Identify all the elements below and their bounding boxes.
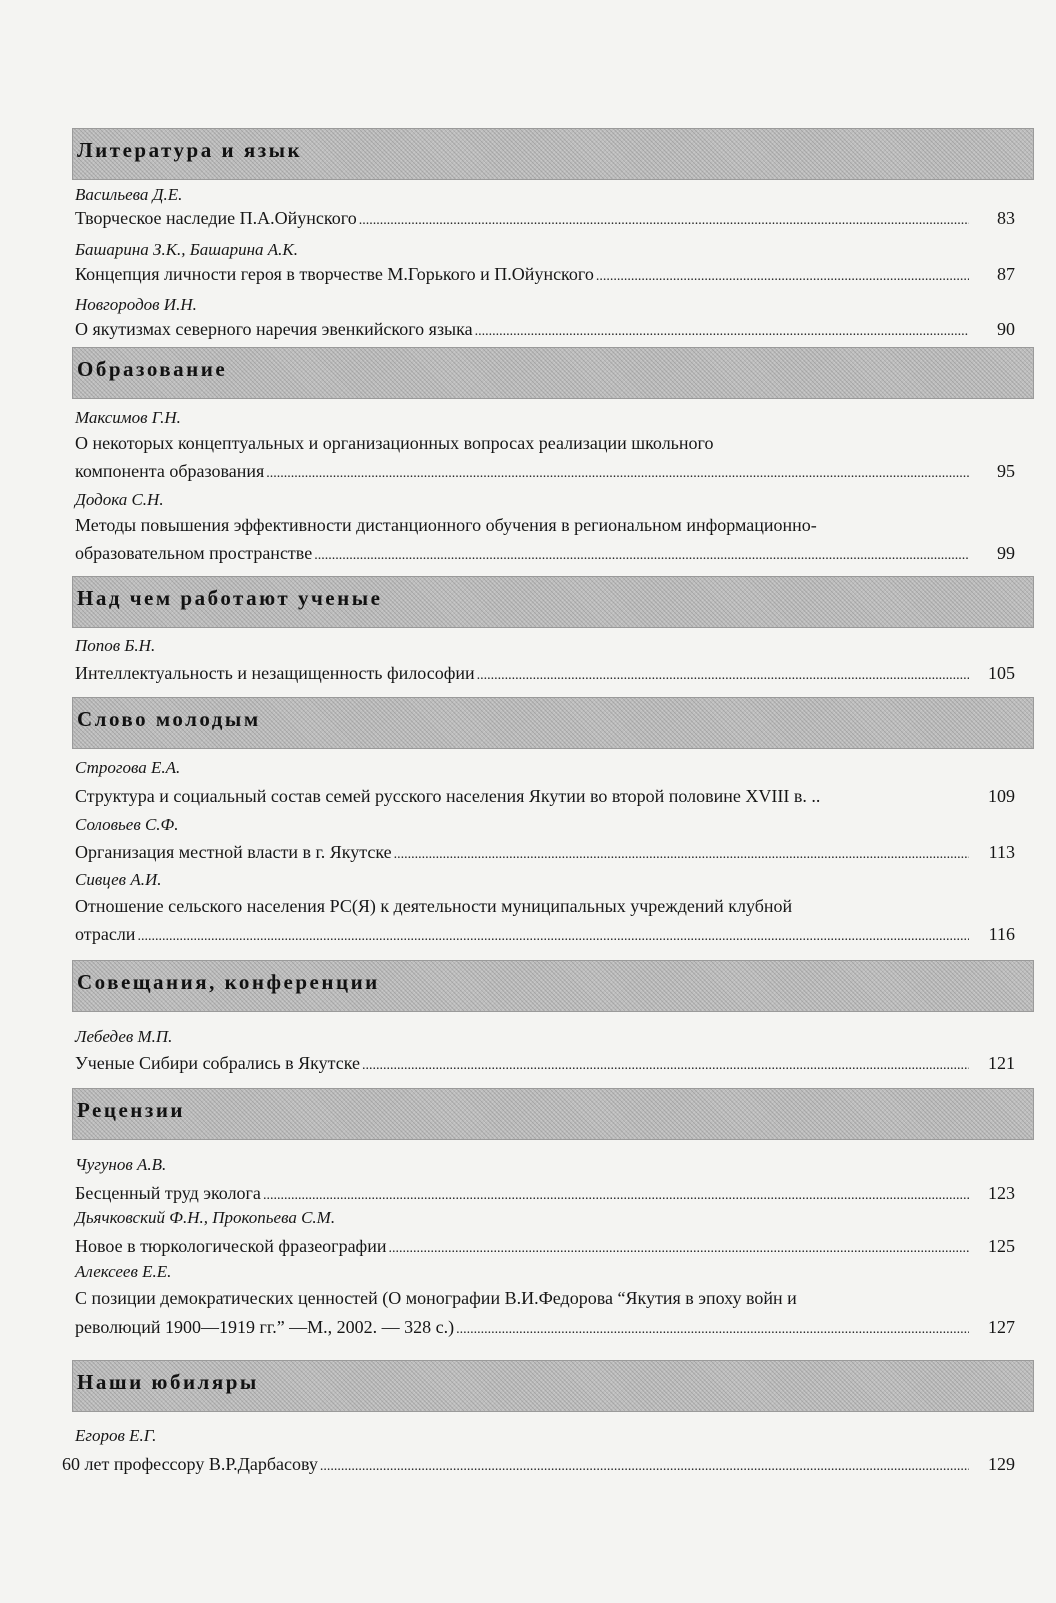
toc-entry (75, 1316, 1015, 1341)
page-number: 87 (997, 264, 1015, 284)
entry-title: Структура и социальный состав семей русского населения Якутии во второй половине XVIII в. .. (75, 786, 821, 806)
page-number: 90 (997, 319, 1015, 339)
entry-author: Соловьев С.Ф. (75, 815, 179, 834)
toc-entry (75, 785, 1015, 807)
leader-dots (388, 1238, 969, 1260)
entry-title-line: С позиции демократических ценностей (О монографии В.И.Федорова “Якутия в эпоху войн и (75, 1288, 797, 1308)
entry-title-line: Методы повышения эффективности дистанционного обучения в региональном информационно- (75, 515, 817, 535)
page-number: 105 (988, 663, 1015, 683)
page-number: 109 (988, 786, 1015, 806)
entry-title: Бесценный труд эколога (75, 1183, 261, 1203)
entry-author: Васильева Д.Е. (75, 185, 183, 204)
section-header-education (72, 347, 1034, 399)
toc-entry (75, 662, 1015, 687)
entry-title-line: О некоторых концептуальных и организационных вопросах реализации школьного (75, 433, 714, 453)
leader-dots (477, 665, 969, 687)
section-header-young (72, 697, 1034, 749)
entry-title: отрасли (75, 924, 136, 944)
section-header-literature (72, 128, 1034, 180)
leader-dots (456, 1319, 969, 1341)
toc-entry (75, 207, 1015, 232)
page-number: 129 (988, 1454, 1015, 1474)
leader-dots (596, 266, 969, 288)
entry-title: компонента образования (75, 461, 265, 481)
entry-author: Додока С.Н. (75, 490, 164, 509)
page-number: 99 (997, 543, 1015, 563)
toc-entry (75, 263, 1015, 288)
page-number: 127 (988, 1317, 1015, 1337)
page-number: 83 (997, 208, 1015, 228)
leader-dots (320, 1456, 969, 1478)
page-number: 123 (988, 1183, 1015, 1203)
leader-dots (475, 321, 969, 343)
page-number: 121 (988, 1053, 1015, 1073)
entry-title: революций 1900—1919 гг.” —М., 2002. — 328 с.) (75, 1317, 455, 1337)
toc-entry (75, 841, 1015, 866)
entry-title: образовательном пространстве (75, 543, 313, 563)
entry-title: Концепция личности героя в творчестве М.Горького и П.Ойунского (75, 264, 594, 284)
entry-author: Егоров Е.Г. (75, 1426, 157, 1445)
section-header-jubilees (72, 1360, 1034, 1412)
toc-entry (62, 1453, 1015, 1478)
entry-author: Дьячковский Ф.Н., Прокопьева С.М. (75, 1208, 336, 1227)
section-header-reviews (72, 1088, 1034, 1140)
entry-title: Новое в тюркологической фразеографии (75, 1236, 387, 1256)
section-title: Совещания, конференции (77, 970, 380, 994)
toc-entry (75, 460, 1015, 485)
page-number: 116 (988, 924, 1015, 944)
entry-title: Интеллектуальность и незащищенность философии (75, 663, 475, 683)
leader-dots (266, 463, 969, 485)
leader-dots (362, 1055, 969, 1077)
section-title: Образование (77, 357, 228, 381)
toc-entry (75, 923, 1015, 948)
entry-author: Лебедев М.П. (75, 1027, 173, 1046)
entry-title-line: Отношение сельского населения РС(Я) к деятельности муниципальных учреждений клубной (75, 896, 793, 916)
page-number: 113 (988, 842, 1015, 862)
entry-author: Максимов Г.Н. (75, 408, 181, 427)
section-title: Наши юбиляры (77, 1370, 259, 1394)
toc-entry (75, 1235, 1015, 1260)
entry-title: Организация местной власти в г. Якутске (75, 842, 392, 862)
toc-entry (75, 542, 1015, 567)
section-title: Рецензии (77, 1098, 186, 1122)
entry-title: Ученые Сибири собрались в Якутске (75, 1053, 361, 1073)
section-title: Над чем работают ученые (77, 586, 383, 610)
entry-author: Сивцев А.И. (75, 870, 162, 889)
entry-author: Башарина З.К., Башарина А.К. (75, 240, 298, 259)
leader-dots (137, 926, 969, 948)
leader-dots (359, 210, 969, 232)
entry-author: Строгова Е.А. (75, 758, 181, 777)
page-number: 95 (997, 461, 1015, 481)
leader-dots (314, 545, 969, 567)
entry-author: Попов Б.Н. (75, 636, 156, 655)
leader-dots (394, 844, 969, 866)
entry-author: Новгородов И.Н. (75, 295, 197, 314)
entry-title: О якутизмах северного наречия эвенкийского языка (75, 319, 473, 339)
entry-author: Чугунов А.В. (75, 1155, 167, 1174)
toc-entry (75, 318, 1015, 343)
leader-dots (263, 1185, 969, 1207)
entry-author: Алексеев Е.Е. (75, 1262, 172, 1281)
section-title: Литература и язык (77, 138, 303, 162)
toc-entry (75, 1052, 1015, 1077)
entry-title: Творческое наследие П.А.Ойунского (75, 208, 357, 228)
section-title: Слово молодым (77, 707, 261, 731)
toc-entry (75, 1182, 1015, 1207)
entry-title: 60 лет профессору В.Р.Дарбасову (62, 1454, 318, 1474)
section-header-conferences (72, 960, 1034, 1012)
section-header-research (72, 576, 1034, 628)
page-number: 125 (988, 1236, 1015, 1256)
